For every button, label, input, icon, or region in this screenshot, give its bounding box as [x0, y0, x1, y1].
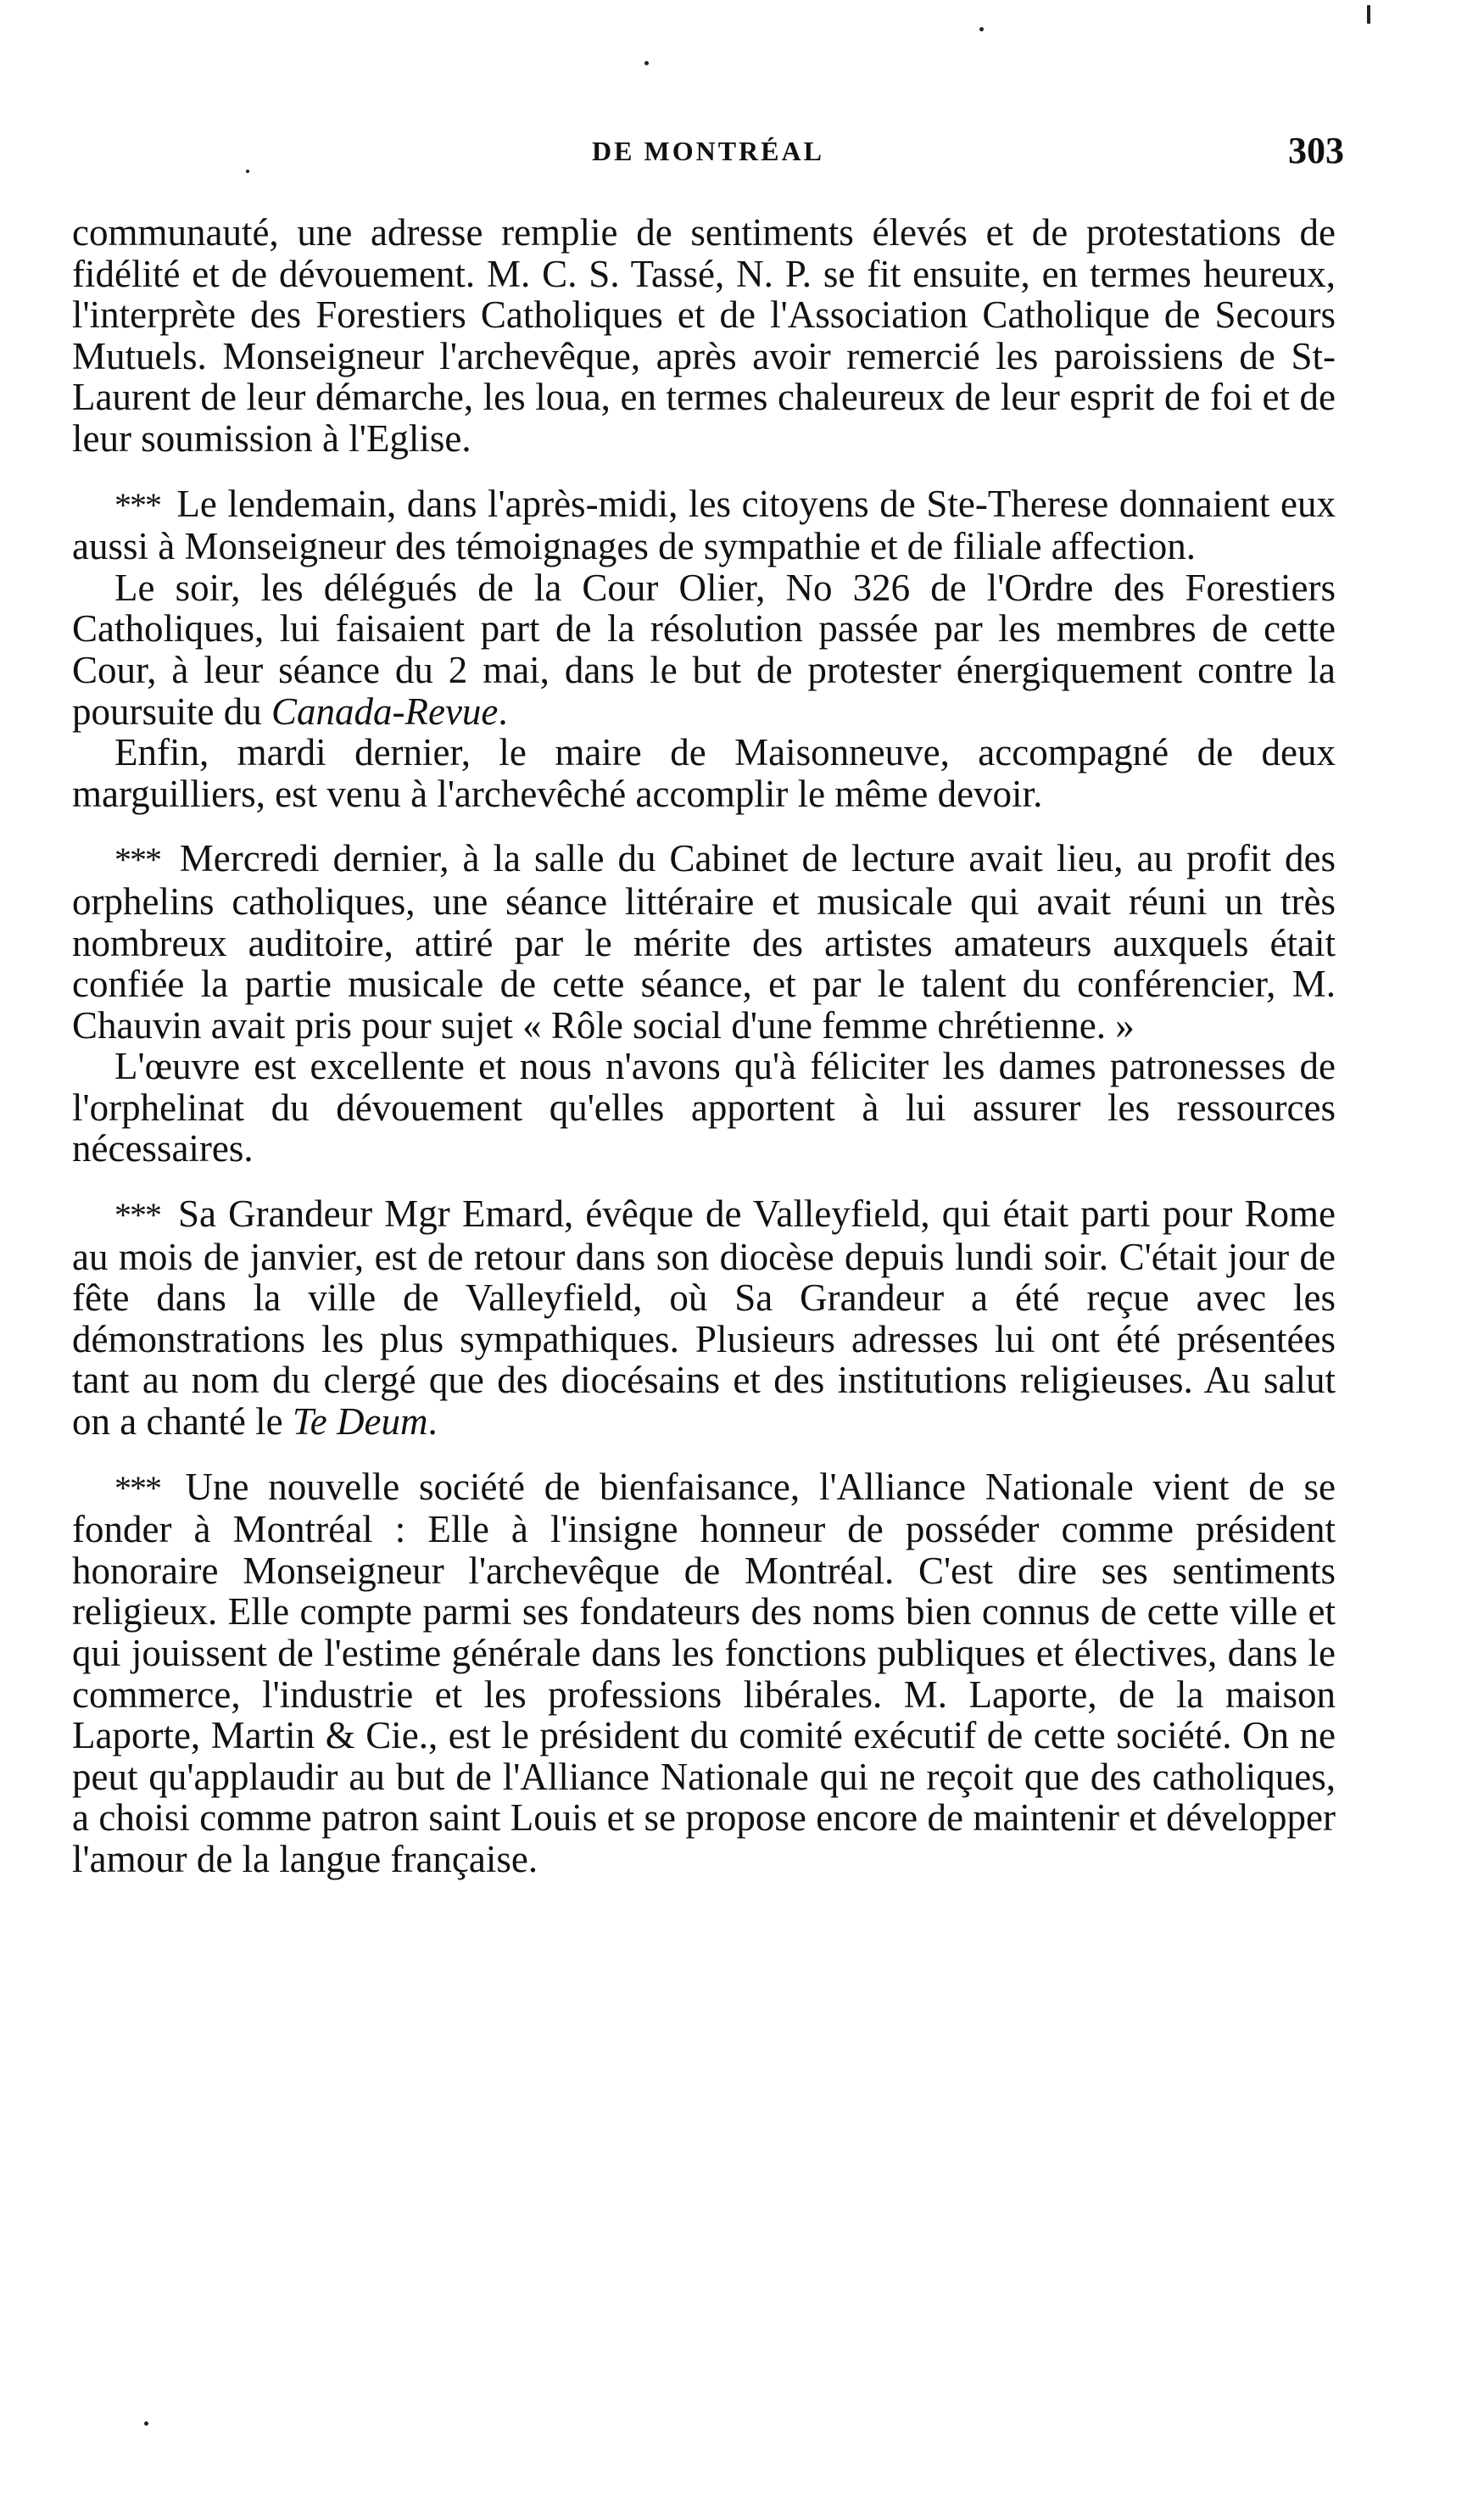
ink-speck [144, 2421, 148, 2426]
paragraph-text: L'œuvre est excellente et nous n'avons qu'à féliciter les dames patronesses de l'orphelinat du dévouement qu'elles apportent à lui assurer les ressources nécessaires. [72, 1045, 1336, 1170]
paragraph-2 [72, 483, 1336, 567]
paragraph-4 [72, 732, 1336, 814]
running-title: DE MONTRÉAL [592, 136, 824, 166]
paragraph-text: Sa Grandeur Mgr Emard, évêque de Valleyfield, qui était parti pour Rome au mois de janvier, est de retour dans son diocèse depuis lundi soir. C'était jour de fête dans la ville de Valleyfield, où Sa Grandeur a été reçue avec les démonstrations les plus sympathiques. Plusieurs adresses lui ont été présentées tant au nom du clergé que des diocésains et des institutions religieuses. Au salut on a chanté le [72, 1192, 1336, 1444]
running-head [72, 130, 1344, 187]
body-text [72, 212, 1336, 1880]
paragraph-text: Enfin, mardi dernier, le maire de Maisonneuve, accompagné de deux marguilliers, est venu à l'archevêché accomplir le même devoir. [72, 731, 1336, 815]
italic-text: Te Deum [292, 1400, 428, 1444]
asterism: *** [114, 840, 160, 880]
paragraph-text: Le lendemain, dans l'après-midi, les citoyens de Ste-Therese donnaient eux aussi à Monseigneur des témoignages de sympathie et de filiale affection. [72, 482, 1336, 568]
page-number: 303 [1288, 130, 1344, 171]
italic-text: Canada-Revue [271, 690, 499, 733]
paragraph-5 [72, 838, 1336, 1046]
asterism: *** [114, 1468, 160, 1507]
paragraph-1 [72, 212, 1336, 460]
asterism: *** [114, 1196, 160, 1235]
ink-speck [1367, 5, 1370, 24]
paragraph-6 [72, 1046, 1336, 1170]
paragraph-7: *** Sa Grandeur Mgr Emard, évêque de Valleyfield, qui était parti pour Rome au mois de janvier, est de retour dans son diocèse depuis lundi soir. C'était jour de fête dans la ville de Valleyfield, où Sa Grandeur a été reçue avec les démonstrations les plus sympathiques. Plusieurs adresses lui ont été présentées tant au nom du clergé que des diocésains et des institutions religieuses. Au salut on a chanté le Te Deum. [72, 1192, 1336, 1444]
paragraph-3: Le soir, les délégués de la Cour Olier, No 326 de l'Ordre des Forestiers Catholiques, lui faisaient part de la résolution passée par les membres de cette Cour, à leur séance du 2 mai, dans le but de protester énergiquement contre la poursuite du Canada-Revue. [72, 566, 1336, 733]
paragraph-8 [72, 1466, 1336, 1880]
paragraph-text: Le soir, les délégués de la Cour Olier, No 326 de l'Ordre des Forestiers Catholiques, lui faisaient part de la résolution passée par les membres de cette Cour, à leur séance du 2 mai, dans le but de protester énergiquement contre la poursuite du [72, 566, 1336, 733]
paragraph-text: communauté, une adresse remplie de sentiments élevés et de protestations de fidélité et de dévouement. M. C. S. Tassé, N. P. se fit ensuite, en termes heureux, l'interprète des Forestiers Catholiques et de l'Association Catholique de Secours Mutuels. Monseigneur l'archevêque, après avoir remercié les paroissiens de St-Laurent de leur démarche, les loua, en termes chaleureux de leur esprit de foi et de leur soumission à l'Eglise. [72, 211, 1336, 460]
ink-speck [979, 27, 984, 31]
paragraph-text: Une nouvelle société de bienfaisance, l'Alliance Nationale vient de se fonder à Montréal : Elle à l'insigne honneur de posséder comme président honoraire Monseigneur l'archevêque de Montréal. C'est dire ses sentiments religieux. Elle compte parmi ses fondateurs des noms bien connus de cette ville et qui jouissent de l'estime générale dans les fonctions publiques et électives, dans le commerce, l'industrie et les professions libérales. M. Laporte, de la maison Laporte, Martin & Cie., est le président du comité exécutif de cette société. On ne peut qu'applaudir au but de l'Alliance Nationale qui ne reçoit que des catholiques, a choisi comme patron saint Louis et se propose encore de maintenir et développer l'amour de la langue française. [72, 1465, 1336, 1880]
asterism: *** [114, 485, 160, 524]
ink-speck [644, 61, 649, 65]
paragraph-text: Mercredi dernier, à la salle du Cabinet de lecture avait lieu, au profit des orphelins catholiques, une séance littéraire et musicale qui avait réuni un très nombreux auditoire, attiré par le mérite des artistes amateurs auxquels était confiée la partie musicale de cette séance, et par le talent du conférencier, M. Chauvin avait pris pour sujet « Rôle social d'une femme chrétienne. » [72, 837, 1336, 1047]
